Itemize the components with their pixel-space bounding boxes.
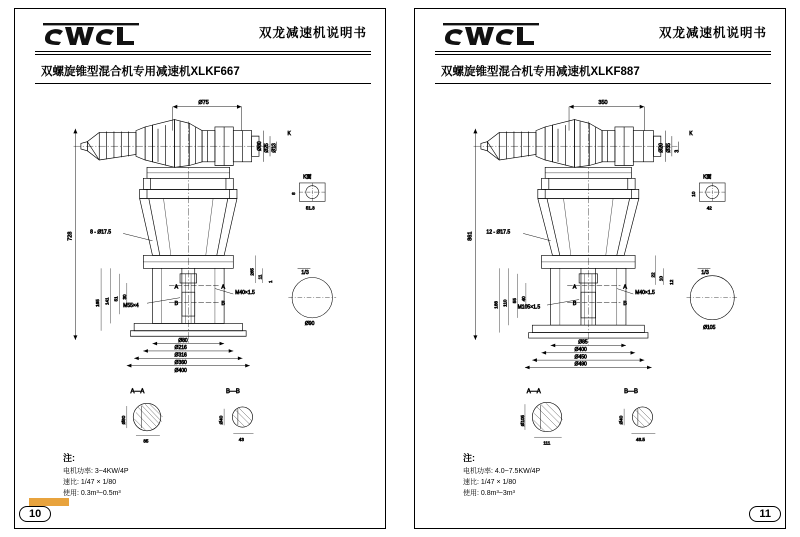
note-bolts: 8 - Ø17.5 [90,229,112,236]
dim-shaft-end: Ø13 [271,143,278,153]
svg-text:10: 10 [690,191,696,197]
note-thread: M55×4 [123,302,139,309]
page-left-color-tab [29,498,69,506]
svg-text:48.5: 48.5 [636,436,645,442]
page-number-right: 11 [749,506,781,522]
spread-gutter [399,0,401,537]
dim-k: K [287,131,291,138]
dim-shaft-bore: Ø80 [256,141,263,151]
notes-left [63,452,129,500]
page-left-subtitle-bar [35,61,371,84]
note-thread2: M40×1.5 [235,290,255,297]
svg-text:51: 51 [113,296,119,302]
note-line-3-right: 使用: 0.8m³~3m³ [463,490,515,498]
note-thread2-right: M40×1.5 [635,290,655,297]
page-title-right: 双螺旋锥型混合机专用减速机XLKF887 [441,66,640,78]
dim-base2: Ø216 [174,345,187,352]
note-line-1-right: 电机功率: 4.0~7.5KW/4P [463,468,541,476]
page-right [400,0,800,537]
note-bolts-right: 12 - Ø17.5 [486,229,511,236]
scale-note-right: 1/3 [701,269,709,276]
dim-top-flange-right: 350 [598,99,608,106]
svg-text:3: 3 [674,149,681,153]
dim-base4: Ø360 [174,359,187,366]
dim-base5: Ø400 [174,368,187,375]
svg-text:1: 1 [267,280,273,284]
page-left-header [15,9,385,53]
section-a-label: A—A [130,389,145,396]
note-line-3: 使用: 0.3m³~0.5m³ [63,490,121,498]
svg-text:43: 43 [238,436,244,442]
header-rule [35,51,371,52]
page-title: 双螺旋锥型混合机专用减速机XLKF667 [41,66,240,78]
header-rule-thin [35,54,371,55]
svg-text:Ø40: Ø40 [618,415,624,425]
section-a-label-right: A—A [526,389,541,396]
note-line-2: 速比: 1/47 × 1/80 [63,479,117,487]
page-left-frame [14,8,386,529]
technical-drawing-right [435,87,771,468]
dim-total-height: 728 [67,231,74,241]
header-rule-right [435,51,771,52]
section-b-label: B—B [225,389,240,396]
note-thread-right: M105×1.5 [517,304,541,311]
dim-total-height-right: 861 [467,231,474,241]
notes-heading-right: 注: [463,452,475,463]
notes-right [463,452,540,500]
svg-text:22: 22 [650,272,656,278]
dim-circle-right: Ø105 [703,324,716,331]
header-title: 双龙减速机说明书 [258,26,367,40]
dim-base2-right: Ø400 [574,346,587,353]
svg-text:188: 188 [493,301,499,309]
header-rule-thin-right [435,54,771,55]
page-right-frame [414,8,786,529]
dim-base4-right: Ø490 [574,361,587,368]
svg-text:12: 12 [668,279,674,285]
brand-logo [41,21,151,47]
svg-text:55: 55 [511,298,517,304]
notes-heading: 注: [63,452,75,463]
note-line-2-right: 速比: 1/47 × 1/80 [463,479,517,487]
svg-text:110: 110 [502,299,508,307]
svg-text:Ø80: Ø80 [120,415,126,425]
dim-shaft-step-right: Ø35 [666,143,673,153]
svg-text:141: 141 [104,297,110,306]
header-title-right: 双龙减速机说明书 [658,26,767,40]
svg-text:11: 11 [257,274,263,280]
svg-text:8: 8 [290,192,296,195]
page-right-header [415,9,785,53]
brand-logo-right [441,21,551,47]
scale-note: 1/3 [301,269,309,276]
svg-text:111: 111 [543,440,551,446]
svg-text:B: B [221,301,226,308]
dim-circle: Ø90 [304,321,315,328]
svg-text:Ø105: Ø105 [520,415,526,427]
page-number-left: 10 [19,506,51,522]
dim-base3: Ø316 [174,352,187,359]
dim-base1-right: Ø85 [578,339,588,346]
svg-text:A: A [221,284,226,291]
marker-a: A [174,284,179,291]
svg-text:30: 30 [121,294,127,300]
section-b-label-right: B—B [624,389,639,396]
svg-text:A: A [572,284,577,291]
svg-text:265: 265 [249,268,255,276]
svg-text:42: 42 [706,205,712,211]
svg-text:85: 85 [143,438,149,444]
svg-text:10: 10 [658,276,664,282]
svg-text:B: B [623,301,627,308]
page-right-subtitle-bar [435,61,771,84]
k-face-note-right: K面 [703,174,712,181]
dim-base1: Ø80 [178,337,188,344]
dim-shaft-bore-right: Ø20 [658,143,665,153]
note-line-1: 电机功率: 3~4KW/4P [63,468,129,476]
dim-k-right: K [689,131,693,138]
svg-text:40: 40 [520,296,526,302]
svg-text:Ø40: Ø40 [218,415,224,425]
dim-top-flange: Ø75 [198,99,209,106]
dim-shaft-step: Ø25 [264,143,271,153]
svg-text:B: B [572,301,577,308]
svg-text:165: 165 [95,299,101,307]
dim-base3-right: Ø450 [574,354,587,361]
k-face-note: K面 [303,174,312,181]
marker-b: B [174,301,179,308]
svg-text:51.3: 51.3 [305,205,315,211]
technical-drawing-left [35,87,371,468]
svg-text:A: A [623,284,627,291]
